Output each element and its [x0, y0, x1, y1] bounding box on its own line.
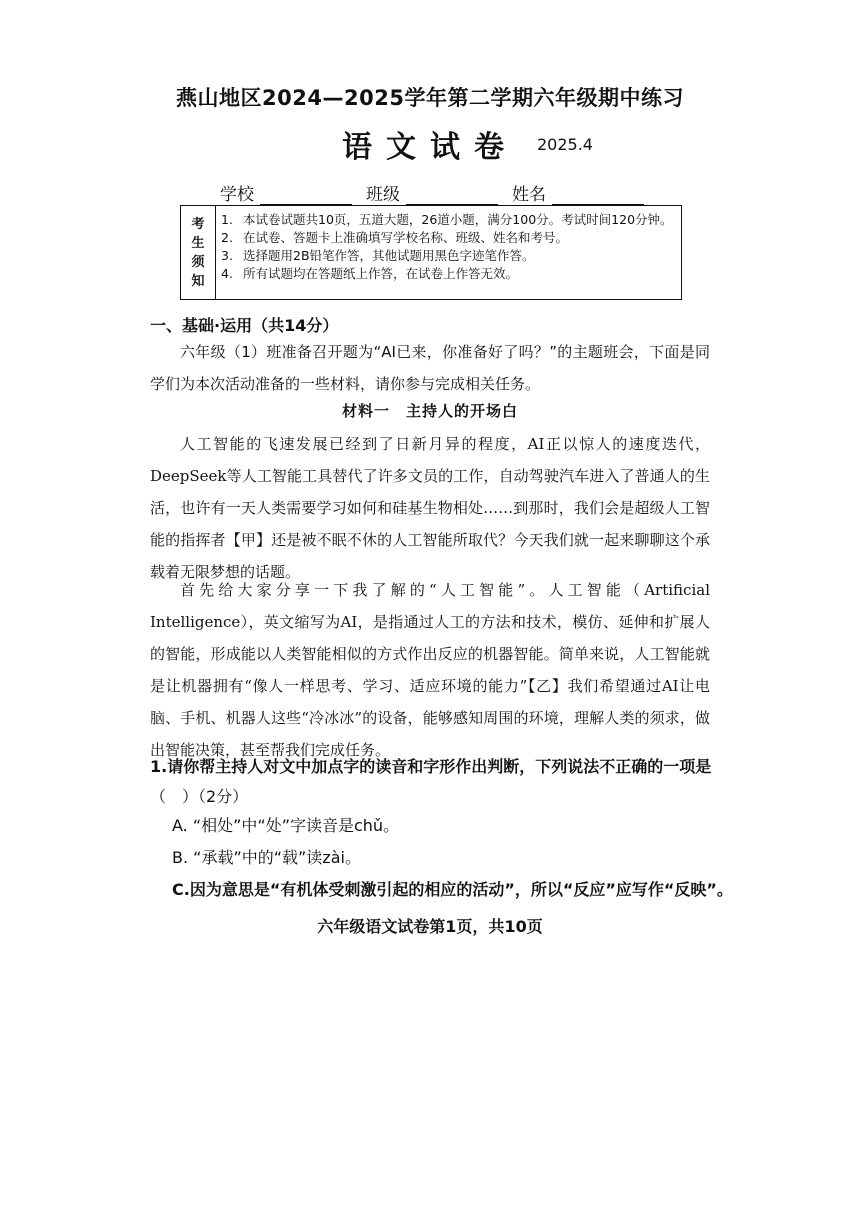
- subject-title: 语文试卷: [342, 130, 518, 165]
- class-label: 班级: [366, 185, 400, 205]
- question-1: [150, 752, 740, 812]
- class-blank[interactable]: [406, 186, 498, 205]
- school-blank[interactable]: [260, 186, 352, 205]
- notice-item: 3. 选择题用2B铅笔作答，其他试题用黑色字迹笔作答。: [221, 248, 535, 263]
- name-blank[interactable]: [552, 186, 644, 205]
- section-heading: 一、基础·运用（共14分）: [150, 316, 339, 335]
- school-label: 学校: [220, 185, 254, 205]
- exam-title: 燕山地区2024—2025学年第二学期六年级期中练习: [176, 86, 684, 110]
- question-options: [172, 810, 742, 906]
- material-paragraph-1: 人工智能的飞速发展已经到了日新月异的程度，AI正以惊人的速度迭代，DeepSeek等人工智能工具替代了许多文员的工作，自动驾驶汽车进入了普通人的生活，也许有一天人类需要学习如何和硅基生物相处……到那时，我们会是超级人工智能的指挥者【甲】还是被不眠不休的人工智能所取代？今天我们就一起来聊聊这个承载着无限梦想的话题。: [150, 435, 710, 581]
- option-a: A. “相处”中“处”字读音是chǔ。: [172, 816, 400, 835]
- notice-item: 4. 所有试题均在答题纸上作答，在试卷上作答无效。: [221, 266, 519, 281]
- exam-notice-box: [180, 205, 682, 300]
- student-info-row: [220, 180, 658, 205]
- exam-date: 2025.4: [537, 135, 593, 154]
- option-b: B. “承载”中的“载”读zài。: [172, 848, 361, 867]
- name-label: 姓名: [512, 185, 546, 205]
- section-intro: 六年级（1）班准备召开题为“AI已来，你准备好了吗？”的主题班会，下面是同学们为本次活动准备的一些材料，请你参与完成相关任务。: [150, 343, 710, 393]
- subject-row: [0, 122, 860, 166]
- option-c: C.因为意思是“有机体受刺激引起的相应的活动”，所以“反应”应写作“反映”。: [172, 880, 733, 899]
- notice-item: 1. 本试卷试题共10页，五道大题，26道小题，满分100分。考试时间120分钟。: [221, 212, 673, 227]
- notice-item: 2. 在试卷、答题卡上准确填写学校名称、班级、姓名和考号。: [221, 230, 569, 245]
- material-title: 材料一 主持人的开场白: [341, 402, 518, 420]
- name-field[interactable]: [512, 180, 644, 205]
- material-paragraph-2: 首先给大家分享一下我了解的“人工智能”。人工智能（Artificial Intelligence），英文缩写为AI，是指通过人工的方法和技术，模仿、延伸和扩展人的智能，形成能以人类智能相似的方式作出反应的机器智能。简单来说，人工智能就是让机器拥有“像人一样思考、学习、适应环境的能力”【乙】我们希望通过AI让电脑、手机、机器人这些“冷冰冰”的设备，能够感知周围的环境，理解人类的须求，做出智能决策，甚至帮我们完成任务。: [150, 581, 710, 759]
- question-stem: 1.请你帮主持人对文中加点字的读音和字形作出判断，下列说法不正确的一项是: [150, 757, 712, 776]
- page-footer: 六年级语文试卷第1页，共10页: [317, 917, 543, 936]
- question-score: （ ）（2分）: [150, 787, 249, 806]
- school-field[interactable]: [220, 180, 352, 205]
- notice-items: [221, 211, 675, 283]
- class-field[interactable]: [366, 180, 498, 205]
- notice-label: 考 生 须 知: [181, 206, 216, 299]
